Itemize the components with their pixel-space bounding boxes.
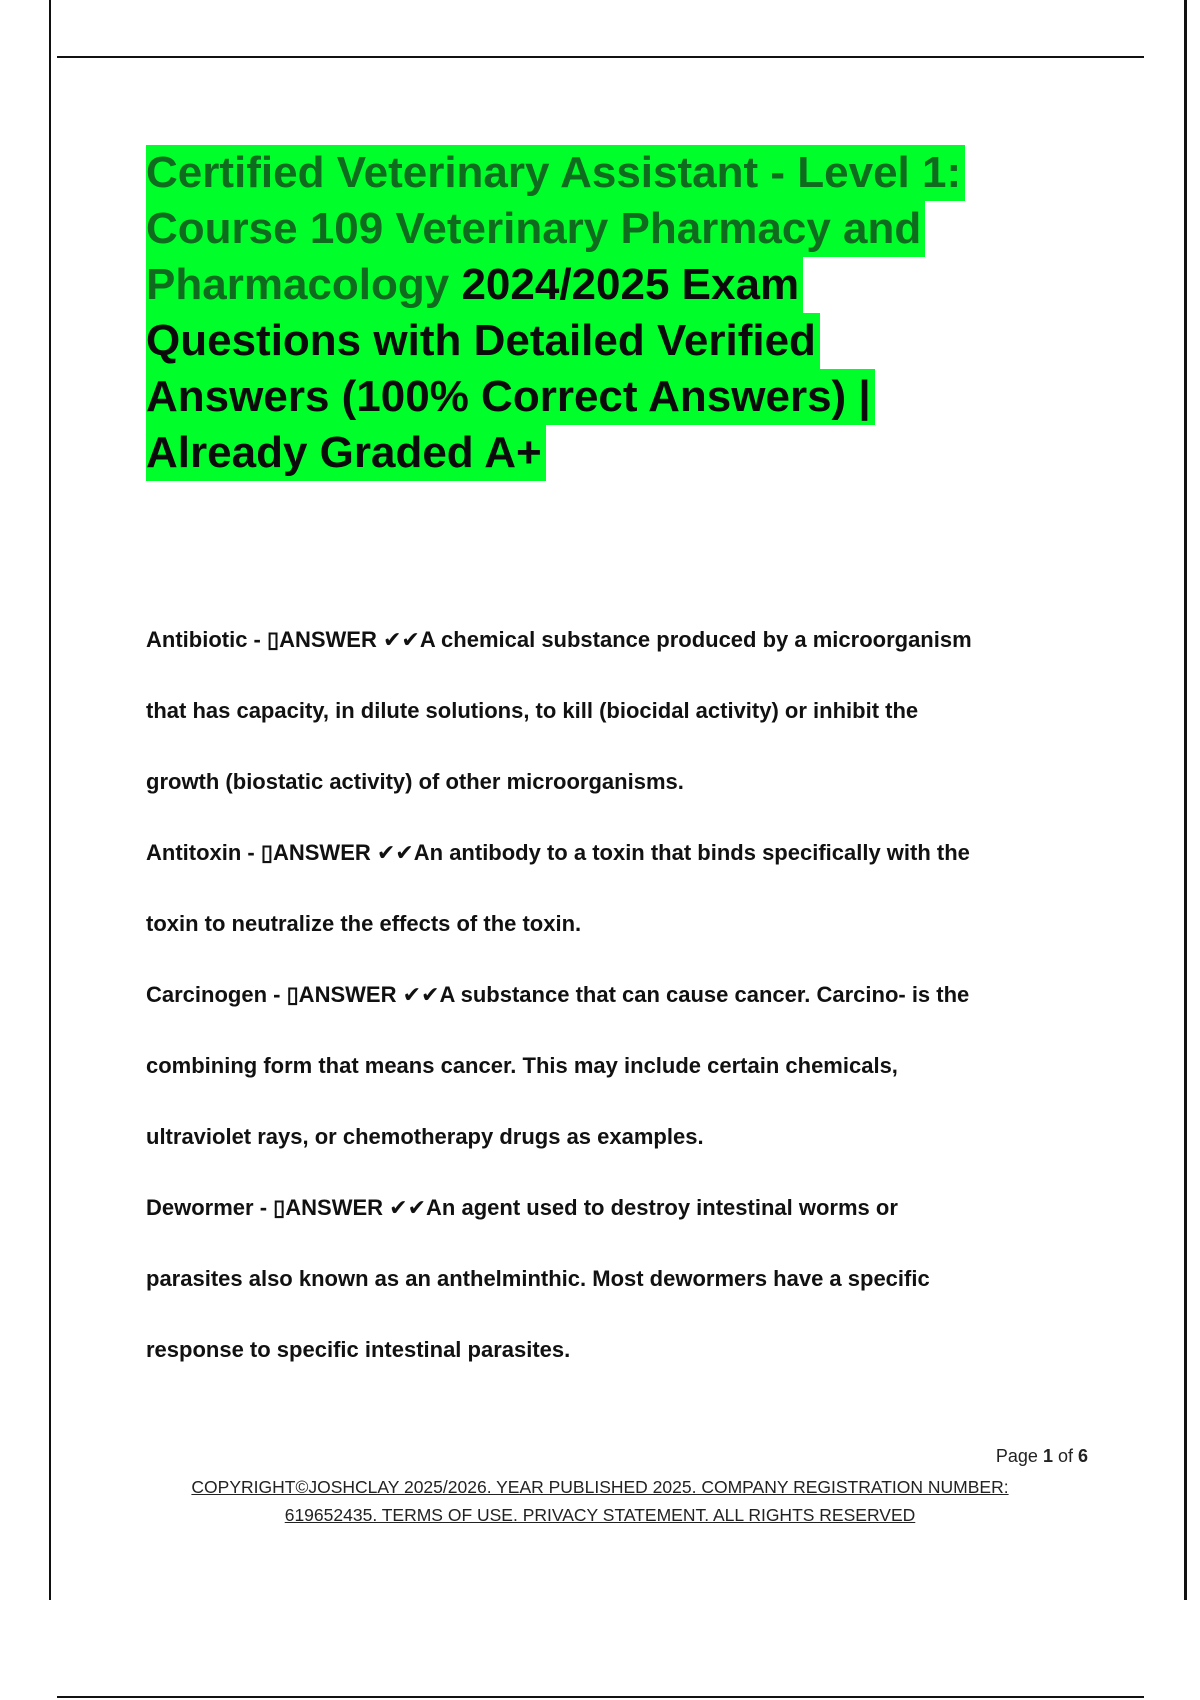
page-current: 1 <box>1042 1446 1053 1466</box>
copyright-notice <box>150 1473 1050 1529</box>
definition-entry-antitoxin <box>146 817 1106 959</box>
entry-text: A substance that can cause cancer. Carcino- is the <box>439 982 970 1007</box>
copyright-line-1: COPYRIGHT©JOSHCLAY 2025/2026. YEAR PUBLISHED 2025. COMPANY REGISTRATION NUMBER: <box>191 1477 1009 1497</box>
title-line-3 <box>146 257 803 313</box>
answer-marker: ▯ANSWER <box>273 1195 390 1220</box>
page-border-left <box>49 0 51 1600</box>
double-check-icon: ✔✔ <box>382 628 420 653</box>
entry-text-line: ultraviolet rays, or chemotherapy drugs as examples. <box>146 1124 704 1149</box>
entry-first-line <box>146 604 1106 675</box>
answer-marker: ▯ANSWER <box>286 982 403 1007</box>
header-rule <box>57 56 1144 58</box>
entry-text: An antibody to a toxin that binds specifically with the <box>413 840 970 865</box>
page-label: Page <box>995 1446 1043 1466</box>
double-check-icon: ✔✔ <box>402 983 440 1008</box>
answer-marker: ▯ANSWER <box>266 627 383 652</box>
definition-entry-antibiotic <box>146 604 1106 817</box>
title-line-1: Certified Veterinary Assistant - Level 1: <box>146 145 965 201</box>
entry-text: A chemical substance produced by a microorganism <box>419 627 972 652</box>
double-check-icon: ✔✔ <box>376 841 414 866</box>
definition-entry-dewormer <box>146 1172 1106 1385</box>
definition-entry-carcinogen <box>146 959 1106 1172</box>
entry-text-line: response to specific intestinal parasites. <box>146 1337 571 1362</box>
title-line-4: Questions with Detailed Verified <box>146 313 820 369</box>
bottom-rule <box>57 1696 1144 1698</box>
document-title <box>146 145 1066 481</box>
entry-term: Dewormer - <box>146 1195 274 1220</box>
page-border-right <box>1184 0 1187 1600</box>
entry-text-line: parasites also known as an anthelminthic. Most dewormers have a specific <box>146 1266 930 1291</box>
entry-term: Antitoxin - <box>146 840 261 865</box>
entry-text-line: growth (biostatic activity) of other microorganisms. <box>146 769 684 794</box>
entry-text-line: toxin to neutralize the effects of the toxin. <box>146 911 582 936</box>
entry-text: An agent used to destroy intestinal worms or <box>426 1195 898 1220</box>
copyright-line-2: 619652435. TERMS OF USE. PRIVACY STATEMENT. ALL RIGHTS RESERVED <box>284 1505 916 1525</box>
entry-first-line <box>146 959 1106 1030</box>
entry-text-line: that has capacity, in dilute solutions, to kill (biocidal activity) or inhibit the <box>146 698 919 723</box>
entry-text-line: combining form that means cancer. This may include certain chemicals, <box>146 1053 898 1078</box>
page-of-label: of <box>1052 1446 1078 1466</box>
definition-list <box>146 604 1106 1385</box>
entry-first-line <box>146 817 1106 888</box>
title-line-2: Course 109 Veterinary Pharmacy and <box>146 201 925 257</box>
entry-term: Antibiotic - <box>146 627 267 652</box>
double-check-icon: ✔✔ <box>389 1196 427 1221</box>
title-line-5: Answers (100% Correct Answers) | <box>146 369 875 425</box>
title-line-3-green: Pharmacology <box>146 260 450 309</box>
title-line-3-dark: 2024/2025 Exam <box>449 260 800 309</box>
answer-marker: ▯ANSWER <box>260 840 377 865</box>
page-total: 6 <box>1077 1446 1088 1466</box>
entry-term: Carcinogen - <box>146 982 287 1007</box>
page-number <box>940 1446 1088 1467</box>
title-line-6: Already Graded A+ <box>146 425 546 481</box>
entry-first-line <box>146 1172 1106 1243</box>
